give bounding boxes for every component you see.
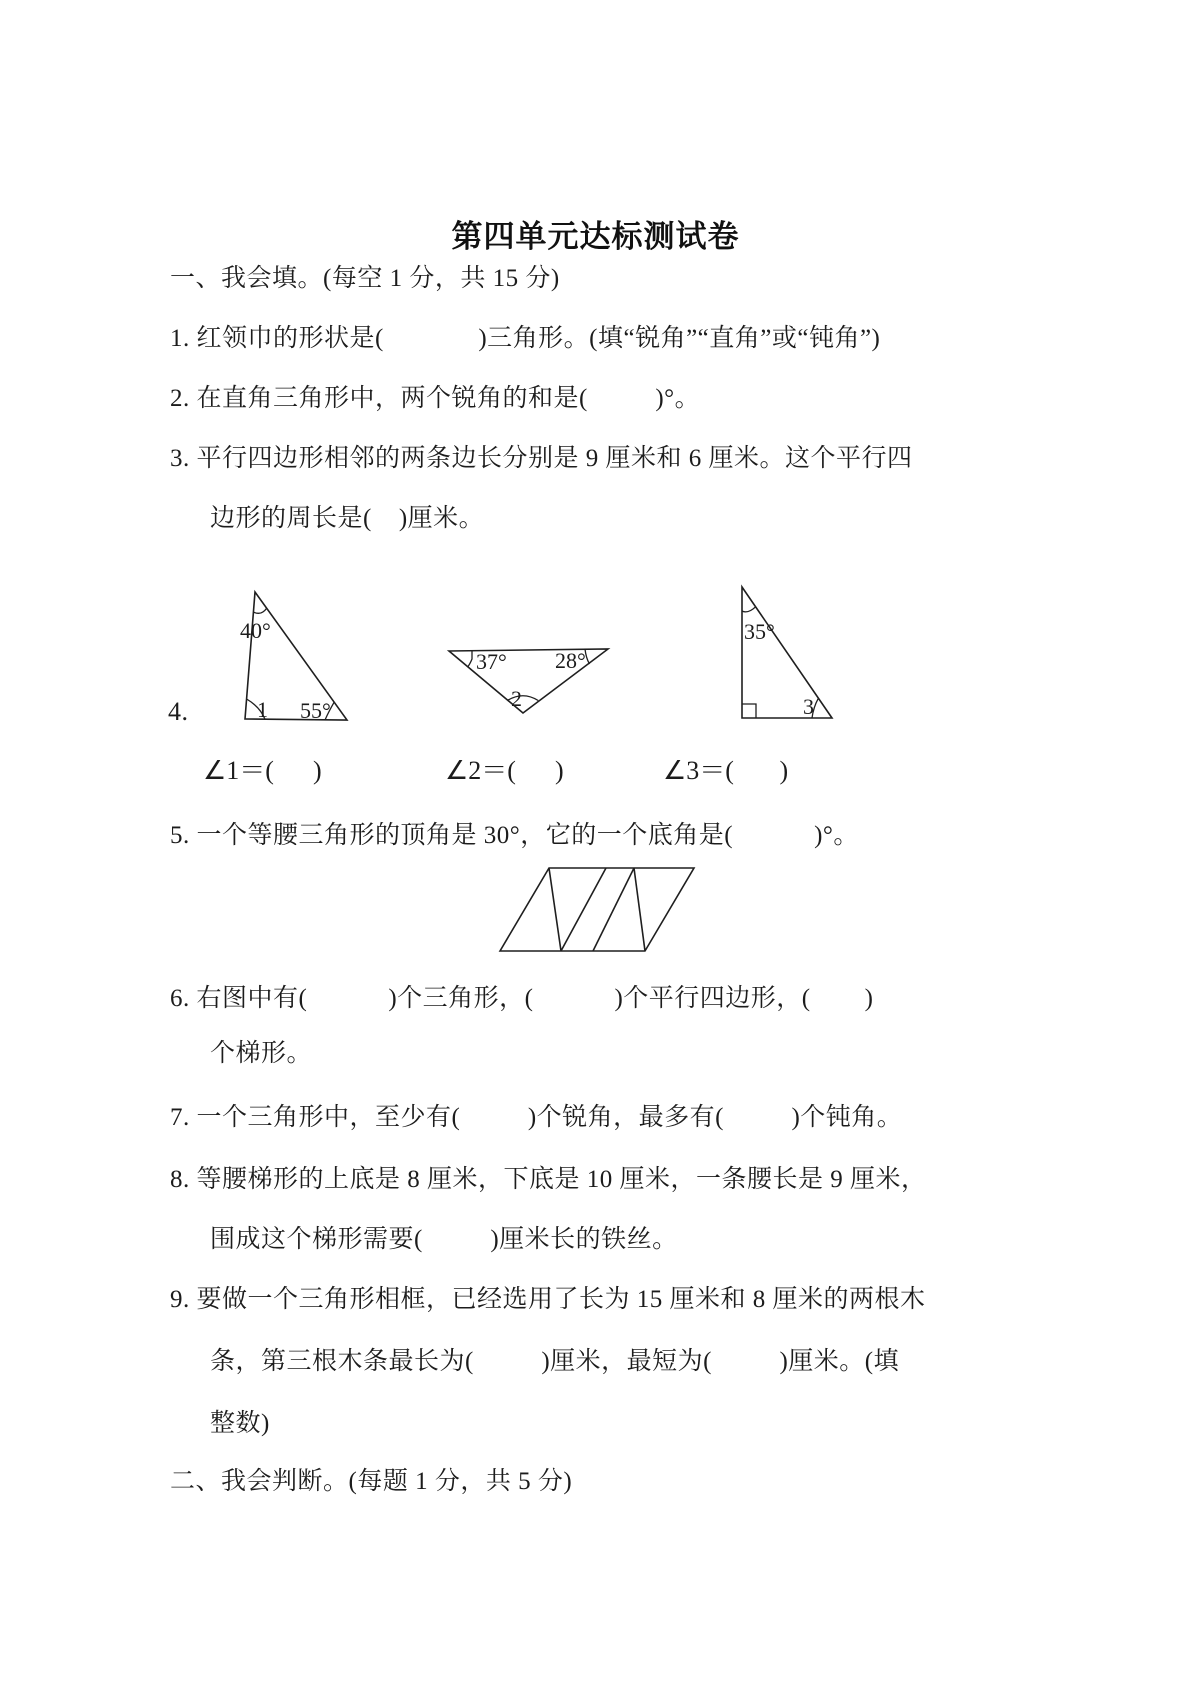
question-4-answer-angle2: ∠2＝( ) [445, 756, 564, 785]
question-9-line-2: 条，第三根木条最长为( )厘米，最短为( )厘米。(填 [210, 1348, 900, 1375]
triangle-figure-2 [449, 648, 608, 713]
triangle-figure-1 [240, 592, 347, 723]
triangle-3-apex-arc [742, 607, 756, 612]
question-9-line-1: 9. 要做一个三角形相框，已经选用了长为 15 厘米和 8 厘米的两根木 [170, 1286, 926, 1313]
angle-label-40: 40° [240, 618, 271, 643]
question-7: 7. 一个三角形中，至少有( )个锐角，最多有( )个钝角。 [170, 1104, 903, 1131]
triangle-figure-3 [742, 587, 832, 719]
angle-label-35: 35° [744, 619, 775, 644]
question-6-line-1: 6. 右图中有( )个三角形，( )个平行四边形，( ) [170, 985, 874, 1012]
question-5: 5. 一个等腰三角形的顶角是 30°，它的一个底角是( )°。 [170, 822, 859, 849]
page-title: 第四单元达标测试卷 [451, 219, 740, 254]
parallelogram-inner-line-1 [549, 868, 561, 951]
question-4-triangle-figures [0, 540, 900, 735]
parallelogram-outline [500, 868, 694, 951]
question-8-line-1: 8. 等腰梯形的上底是 8 厘米，下底是 10 厘米，一条腰长是 9 厘米， [170, 1166, 927, 1193]
angle-label-2: 2 [511, 686, 522, 711]
section-2-heading: 二、我会判断。(每题 1 分，共 5 分) [170, 1468, 573, 1495]
question-4-number: 4. [168, 697, 189, 726]
question-6-line-2: 个梯形。 [210, 1040, 313, 1067]
question-8-line-2: 围成这个梯形需要( )厘米长的铁丝。 [210, 1226, 678, 1253]
angle-label-3: 3 [803, 694, 814, 719]
question-4-answer-angle1: ∠1＝( ) [203, 756, 322, 785]
question-2: 2. 在直角三角形中，两个锐角的和是( )°。 [170, 385, 701, 412]
section-1-heading: 一、我会填。(每空 1 分，共 15 分) [170, 265, 560, 292]
angle-label-1: 1 [257, 697, 268, 722]
triangle-3-right-angle-mark [742, 704, 756, 718]
triangle-2-left-arc [468, 651, 472, 667]
question-3-line-2: 边形的周长是( )厘米。 [210, 505, 485, 532]
parallelogram-inner-line-4 [634, 868, 645, 951]
angle-label-28: 28° [555, 648, 586, 673]
triangle-1-apex-arc [253, 608, 266, 613]
angle-label-55: 55° [300, 698, 331, 723]
question-3-line-1: 3. 平行四边形相邻的两条边长分别是 9 厘米和 6 厘米。这个平行四 [170, 445, 913, 472]
question-4-answer-angle3: ∠3＝( ) [663, 756, 789, 785]
angle-label-37: 37° [476, 649, 507, 674]
question-6-parallelogram-figure [481, 861, 711, 961]
question-1: 1. 红领巾的形状是( )三角形。(填“锐角”“直角”或“钝角”) [170, 325, 881, 352]
question-9-line-3: 整数) [210, 1410, 270, 1437]
